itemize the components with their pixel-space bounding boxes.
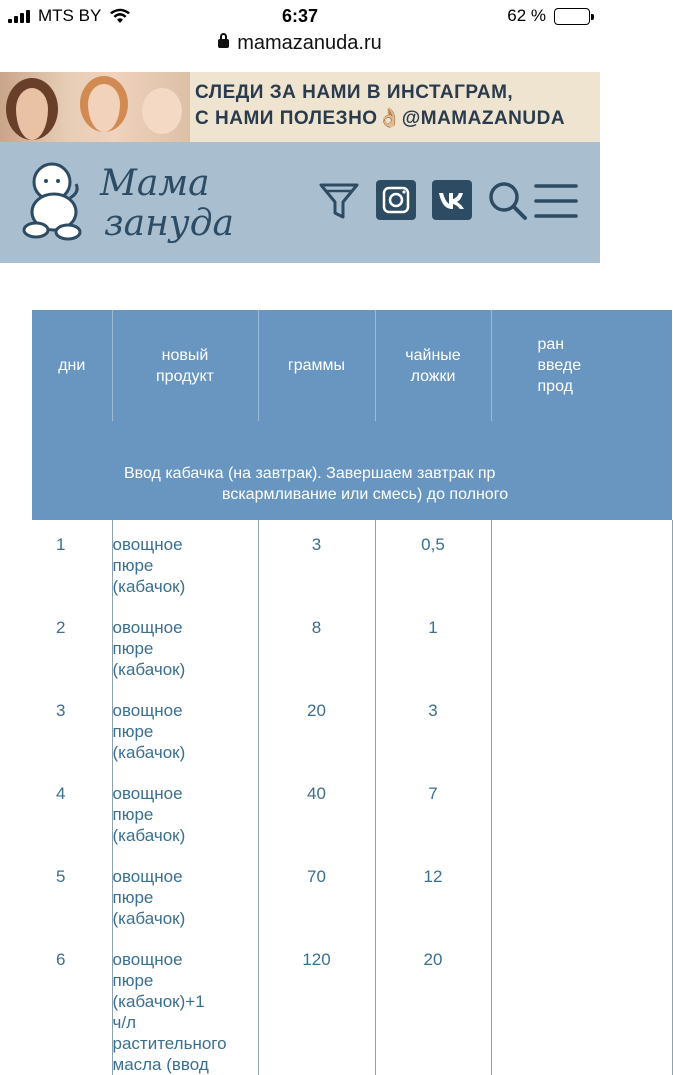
cell-spoons: 3: [375, 686, 491, 769]
table-row: [32, 935, 672, 1075]
section-header-text: Ввод кабачка (на завтрак). Завершаем завтрак пр вскармливание или смесь) до полного: [32, 421, 672, 520]
filter-icon[interactable]: [318, 180, 360, 222]
table-row: [32, 520, 672, 603]
address-bar[interactable]: [0, 32, 600, 68]
banner-text: [195, 80, 565, 132]
cell-grams: 120: [258, 935, 375, 1075]
feeding-table: [32, 310, 673, 1075]
cell-ration: [491, 769, 672, 852]
menu-icon[interactable]: [534, 180, 578, 222]
cell-product: овощное пюре (кабачок): [112, 852, 258, 935]
cell-spoons: 12: [375, 852, 491, 935]
cell-product: овощное пюре (кабачок): [112, 686, 258, 769]
site-header: [0, 142, 600, 263]
col-header-days: дни: [32, 310, 112, 421]
cell-day: 6: [56, 950, 66, 969]
battery-percent: 62 %: [507, 6, 546, 25]
col-header-grams: граммы: [258, 310, 375, 421]
cell-product: овощное пюре (кабачок): [112, 520, 258, 603]
cell-spoons: 1: [375, 603, 491, 686]
instagram-banner[interactable]: [0, 72, 600, 142]
status-right: [507, 6, 590, 26]
col-header-spoons: чайные ложки: [375, 310, 491, 421]
vk-icon[interactable]: [432, 180, 472, 220]
cell-grams: 3: [258, 520, 375, 603]
col-header-ration: ран введе прод: [491, 310, 672, 421]
cell-ration: [491, 686, 672, 769]
url-domain: mamazanuda.ru: [237, 32, 382, 54]
banner-photo: [0, 72, 190, 142]
table-header-row: [32, 310, 672, 421]
cell-grams: 40: [258, 769, 375, 852]
cell-day: 3: [56, 701, 66, 720]
cell-spoons: 20: [375, 935, 491, 1075]
table-row: [32, 852, 672, 935]
carrier-label: MTS BY: [38, 6, 102, 25]
cell-ration: [491, 935, 672, 1075]
cell-grams: 20: [258, 686, 375, 769]
cell-product: овощное пюре (кабачок)+1 ч/л растительного масла (ввод: [112, 935, 258, 1075]
cell-product: овощное пюре (кабачок): [112, 603, 258, 686]
banner-line-1: СЛЕДИ ЗА НАМИ В ИНСТАГРАМ,: [195, 82, 514, 103]
status-bar: [0, 0, 600, 36]
lock-icon: [218, 39, 229, 48]
cell-day: 2: [56, 618, 66, 637]
cell-spoons: 0,5: [375, 520, 491, 603]
cell-ration: [491, 520, 672, 603]
table-row: [32, 686, 672, 769]
feeding-table-scroll[interactable]: [32, 310, 582, 1074]
cell-day: 5: [56, 867, 66, 886]
cell-product: овощное пюре (кабачок): [112, 769, 258, 852]
site-logo[interactable]: [22, 156, 234, 251]
cell-grams: 8: [258, 603, 375, 686]
cell-grams: 70: [258, 852, 375, 935]
battery-icon: [554, 8, 590, 25]
col-header-product: новый продукт: [112, 310, 258, 421]
search-icon[interactable]: [487, 180, 529, 222]
table-row: [32, 603, 672, 686]
section-header-row: [32, 421, 672, 520]
cell-day: 1: [56, 535, 66, 554]
instagram-icon[interactable]: [376, 180, 416, 220]
clock: 6:37: [281, 6, 319, 26]
cell-ration: [491, 852, 672, 935]
table-row: [32, 769, 672, 852]
baby-mascot-icon: [22, 162, 102, 242]
cell-spoons: 7: [375, 769, 491, 852]
cell-ration: [491, 603, 672, 686]
logo-text: Мама зануда: [100, 163, 234, 244]
banner-line-2: С НАМИ ПОЛЕЗНО👌🏼@MAMAZANUDA: [195, 108, 566, 129]
cell-day: 4: [56, 784, 66, 803]
